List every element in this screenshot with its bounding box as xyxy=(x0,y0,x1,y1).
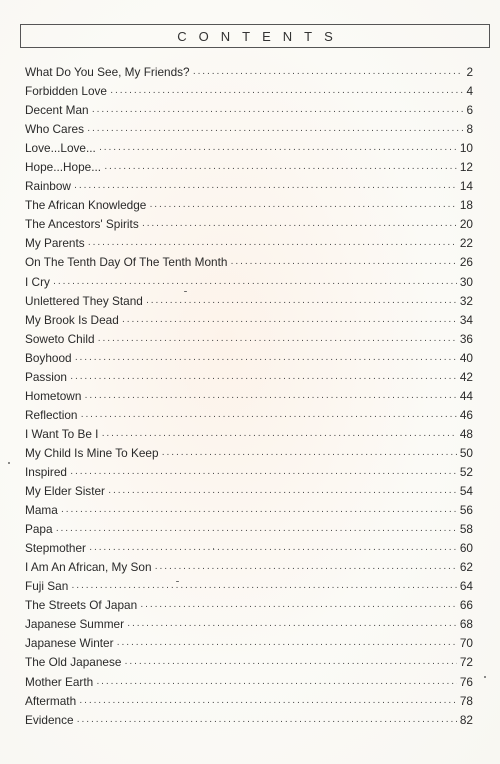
toc-entry-title: Mama xyxy=(25,503,58,518)
toc-entry-title: Forbidden Love xyxy=(25,84,107,99)
toc-entry-title: Mother Earth xyxy=(25,674,94,689)
toc-entry-page-number: 30 xyxy=(459,274,473,289)
toc-entry xyxy=(25,596,473,615)
toc-entry xyxy=(25,425,473,444)
toc-entry-page-number: 82 xyxy=(459,712,473,727)
toc-dot-leader xyxy=(162,445,457,464)
toc-dot-leader xyxy=(87,121,463,140)
toc-entry-page-number: 14 xyxy=(459,179,473,194)
toc-dot-leader xyxy=(77,712,457,731)
toc-dot-leader xyxy=(84,388,456,407)
toc-entry-page-number: 78 xyxy=(459,693,473,708)
toc-entry-title: The Streets Of Japan xyxy=(25,598,138,613)
toc-dot-leader xyxy=(193,64,464,83)
toc-entry xyxy=(25,634,473,653)
toc-entry xyxy=(25,406,473,425)
toc-entry-title: Soweto Child xyxy=(25,331,95,346)
toc-entry-title: The Old Japanese xyxy=(25,655,122,670)
toc-entry xyxy=(25,234,473,253)
toc-entry-page-number: 34 xyxy=(459,312,473,327)
toc-entry xyxy=(25,444,473,463)
toc-dot-leader xyxy=(122,312,457,331)
toc-entry-title: Rainbow xyxy=(25,179,71,194)
toc-dot-leader xyxy=(56,521,457,540)
toc-dot-leader xyxy=(79,693,457,712)
toc-entry xyxy=(25,273,473,292)
toc-dot-leader xyxy=(80,407,456,426)
toc-entry xyxy=(25,158,473,177)
toc-entry-title: Papa xyxy=(25,522,53,537)
toc-entry xyxy=(25,463,473,482)
toc-dot-leader xyxy=(92,102,464,121)
contents-header-box xyxy=(20,24,490,48)
toc-dot-leader xyxy=(104,159,457,178)
toc-entry-page-number: 36 xyxy=(459,331,473,346)
toc-dot-leader xyxy=(53,274,457,293)
toc-entry xyxy=(25,101,473,120)
toc-entry xyxy=(25,577,473,596)
contents-heading: CONTENTS xyxy=(177,28,345,44)
toc-entry xyxy=(25,139,473,158)
toc-entry-title: Aftermath xyxy=(25,693,77,708)
toc-dot-leader xyxy=(142,216,457,235)
toc-entry-page-number: 70 xyxy=(459,636,473,651)
paper-speck xyxy=(484,676,486,678)
toc-entry-page-number: 54 xyxy=(459,484,473,499)
toc-entry xyxy=(25,692,473,711)
toc-entry-page-number: 40 xyxy=(459,350,473,365)
toc-entry-title: Unlettered They Stand xyxy=(25,293,143,308)
toc-entry-title: Japanese Winter xyxy=(25,636,114,651)
toc-entry-title: Who Cares xyxy=(25,122,85,137)
table-of-contents xyxy=(25,63,473,730)
toc-entry xyxy=(25,673,473,692)
toc-entry-title: Japanese Summer xyxy=(25,617,125,632)
toc-entry-page-number: 44 xyxy=(459,388,473,403)
toc-entry xyxy=(25,615,473,634)
toc-dot-leader xyxy=(74,178,457,197)
toc-dot-leader xyxy=(108,483,457,502)
toc-entry-page-number: 64 xyxy=(459,579,473,594)
toc-entry-page-number: 26 xyxy=(459,255,473,270)
toc-entry-page-number: 2 xyxy=(466,65,473,79)
toc-entry-page-number: 4 xyxy=(466,84,473,99)
toc-entry-page-number: 6 xyxy=(466,103,473,118)
paper-speck xyxy=(213,548,214,550)
toc-entry-page-number: 48 xyxy=(459,426,473,441)
toc-entry xyxy=(25,387,473,406)
toc-entry xyxy=(25,653,473,672)
toc-entry-page-number: 12 xyxy=(459,160,473,175)
toc-entry xyxy=(25,311,473,330)
toc-entry-page-number: 32 xyxy=(459,293,473,308)
toc-entry-page-number: 10 xyxy=(459,141,473,156)
toc-entry-title: Stepmother xyxy=(25,541,86,556)
toc-entry-title: Evidence xyxy=(25,712,74,727)
toc-entry xyxy=(25,711,473,730)
toc-entry xyxy=(25,63,473,82)
toc-entry-title: Boyhood xyxy=(25,350,72,365)
paper-speck xyxy=(184,291,187,292)
toc-entry-title: On The Tenth Day Of The Tenth Month xyxy=(25,255,228,270)
toc-dot-leader xyxy=(61,502,457,521)
toc-entry-page-number: 46 xyxy=(459,407,473,422)
toc-dot-leader xyxy=(146,293,457,312)
toc-dot-leader xyxy=(96,674,457,693)
toc-dot-leader xyxy=(127,616,457,635)
toc-entry xyxy=(25,120,473,139)
toc-dot-leader xyxy=(71,578,457,597)
toc-entry xyxy=(25,215,473,234)
toc-entry xyxy=(25,177,473,196)
toc-entry xyxy=(25,482,473,501)
paper-speck xyxy=(176,581,179,582)
toc-entry-title: Hometown xyxy=(25,388,82,403)
toc-entry-page-number: 66 xyxy=(459,598,473,613)
toc-entry xyxy=(25,501,473,520)
toc-dot-leader xyxy=(155,559,457,578)
toc-entry-page-number: 22 xyxy=(459,236,473,251)
toc-entry-page-number: 52 xyxy=(459,464,473,479)
toc-dot-leader xyxy=(110,83,463,102)
toc-entry xyxy=(25,253,473,272)
toc-dot-leader xyxy=(140,597,457,616)
toc-entry xyxy=(25,520,473,539)
toc-dot-leader xyxy=(98,331,457,350)
toc-dot-leader xyxy=(124,654,456,673)
toc-entry-page-number: 68 xyxy=(459,617,473,632)
toc-entry-page-number: 76 xyxy=(459,674,473,689)
toc-entry-title: The African Knowledge xyxy=(25,198,147,213)
toc-entry-title: Love...Love... xyxy=(25,141,96,156)
toc-dot-leader xyxy=(70,369,457,388)
toc-entry-title: Passion xyxy=(25,369,67,384)
toc-entry-title: My Elder Sister xyxy=(25,484,105,499)
toc-entry-title: Hope...Hope... xyxy=(25,160,102,175)
toc-entry-title: Decent Man xyxy=(25,103,89,118)
toc-entry-page-number: 18 xyxy=(459,198,473,213)
toc-entry-title: I Want To Be I xyxy=(25,426,99,441)
toc-entry-page-number: 42 xyxy=(459,369,473,384)
toc-dot-leader xyxy=(88,235,457,254)
toc-entry-title: I Am An African, My Son xyxy=(25,560,152,575)
toc-entry-title: The Ancestors' Spirits xyxy=(25,217,139,232)
toc-entry-title: My Brook Is Dead xyxy=(25,312,119,327)
toc-entry-page-number: 50 xyxy=(459,445,473,460)
toc-entry-page-number: 62 xyxy=(459,560,473,575)
toc-entry-page-number: 60 xyxy=(459,541,473,556)
toc-entry-page-number: 56 xyxy=(459,503,473,518)
toc-entry-title: What Do You See, My Friends? xyxy=(25,65,190,79)
toc-dot-leader xyxy=(101,426,456,445)
toc-dot-leader xyxy=(99,140,457,159)
toc-entry-title: Fuji San xyxy=(25,579,69,594)
toc-entry-page-number: 72 xyxy=(459,655,473,670)
toc-dot-leader xyxy=(75,350,457,369)
toc-entry xyxy=(25,349,473,368)
toc-dot-leader xyxy=(149,197,457,216)
paper-speck xyxy=(8,462,10,464)
toc-dot-leader xyxy=(89,540,457,559)
toc-entry xyxy=(25,539,473,558)
toc-dot-leader xyxy=(70,464,457,483)
toc-dot-leader xyxy=(117,635,457,654)
toc-dot-leader xyxy=(230,254,456,273)
toc-entry xyxy=(25,82,473,101)
toc-entry xyxy=(25,196,473,215)
toc-entry-page-number: 20 xyxy=(459,217,473,232)
toc-entry-title: Reflection xyxy=(25,407,78,422)
toc-entry xyxy=(25,368,473,387)
toc-entry-title: Inspired xyxy=(25,464,67,479)
toc-entry-title: I Cry xyxy=(25,274,50,289)
toc-entry-page-number: 58 xyxy=(459,522,473,537)
toc-entry xyxy=(25,558,473,577)
toc-entry-title: My Child Is Mine To Keep xyxy=(25,445,159,460)
toc-entry xyxy=(25,330,473,349)
toc-entry-title: My Parents xyxy=(25,236,85,251)
toc-entry xyxy=(25,292,473,311)
toc-entry-page-number: 8 xyxy=(466,122,473,137)
